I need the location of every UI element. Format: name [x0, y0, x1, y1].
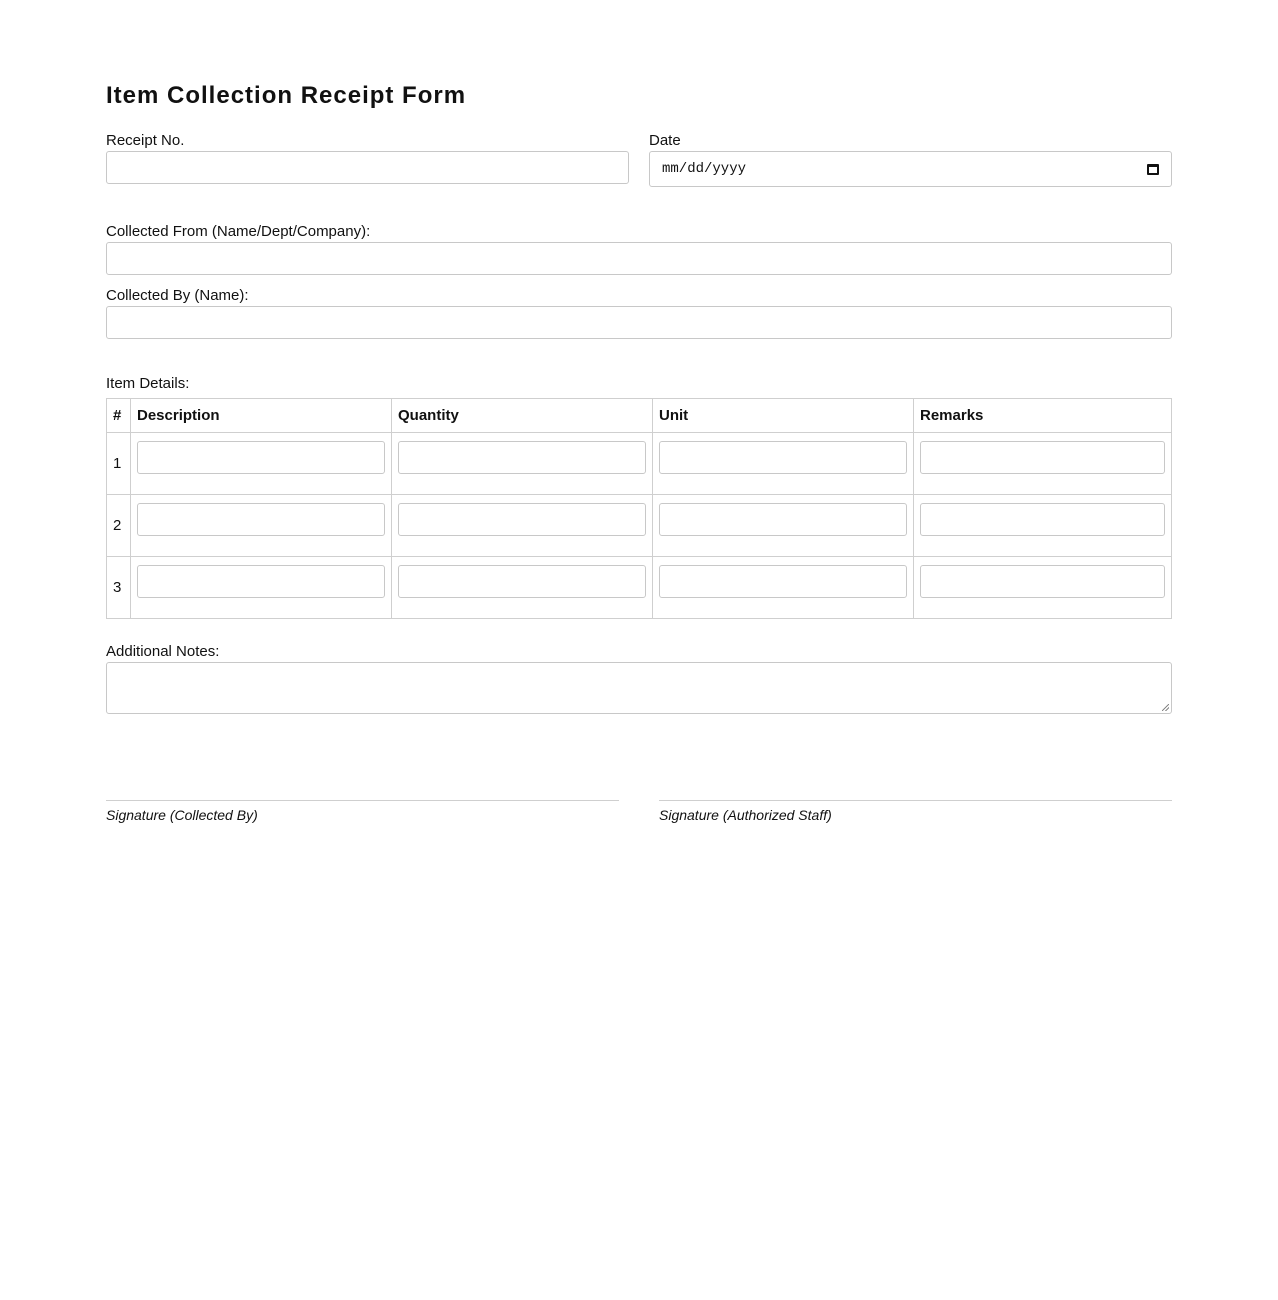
- quantity-input[interactable]: [398, 565, 646, 598]
- resize-handle-icon[interactable]: [1162, 704, 1169, 711]
- signature-label-collected-by: Signature (Collected By): [106, 807, 258, 823]
- additional-notes-textarea[interactable]: [106, 662, 1172, 714]
- receipt-no-label: Receipt No.: [106, 132, 185, 149]
- table-row: [107, 433, 1172, 495]
- quantity-input[interactable]: [398, 503, 646, 536]
- row-number: 1: [107, 433, 131, 495]
- unit-input[interactable]: [659, 503, 907, 536]
- collected-from-label: Collected From (Name/Dept/Company):: [106, 223, 371, 240]
- item-details-table: [106, 398, 1172, 619]
- remarks-input[interactable]: [920, 503, 1165, 536]
- receipt-no-input[interactable]: [106, 151, 629, 184]
- collected-by-label: Collected By (Name):: [106, 287, 249, 304]
- remarks-input[interactable]: [920, 441, 1165, 474]
- signature-label-authorized-staff: Signature (Authorized Staff): [659, 807, 832, 823]
- col-header-quantity: Quantity: [392, 399, 653, 433]
- table-header-row: [107, 399, 1172, 433]
- table-row: [107, 495, 1172, 557]
- collected-from-input[interactable]: [106, 242, 1172, 275]
- item-details-label: Item Details:: [106, 375, 190, 392]
- description-input[interactable]: [137, 441, 385, 474]
- row-number: 2: [107, 495, 131, 557]
- col-header-number: #: [107, 399, 131, 433]
- date-input[interactable]: [649, 151, 1172, 187]
- calendar-icon[interactable]: [1147, 164, 1159, 175]
- description-input[interactable]: [137, 503, 385, 536]
- col-header-unit: Unit: [653, 399, 914, 433]
- date-label: Date: [649, 132, 681, 149]
- row-number: 3: [107, 557, 131, 619]
- remarks-input[interactable]: [920, 565, 1165, 598]
- additional-notes-label: Additional Notes:: [106, 643, 220, 660]
- col-header-remarks: Remarks: [914, 399, 1172, 433]
- table-row: [107, 557, 1172, 619]
- signature-line-authorized-staff: [659, 800, 1172, 801]
- page-title: Item Collection Receipt Form: [106, 82, 467, 109]
- date-placeholder: mm/dd/yyyy: [662, 161, 747, 177]
- quantity-input[interactable]: [398, 441, 646, 474]
- signature-line-collected-by: [106, 800, 619, 801]
- unit-input[interactable]: [659, 441, 907, 474]
- col-header-description: Description: [131, 399, 392, 433]
- description-input[interactable]: [137, 565, 385, 598]
- collected-by-input[interactable]: [106, 306, 1172, 339]
- unit-input[interactable]: [659, 565, 907, 598]
